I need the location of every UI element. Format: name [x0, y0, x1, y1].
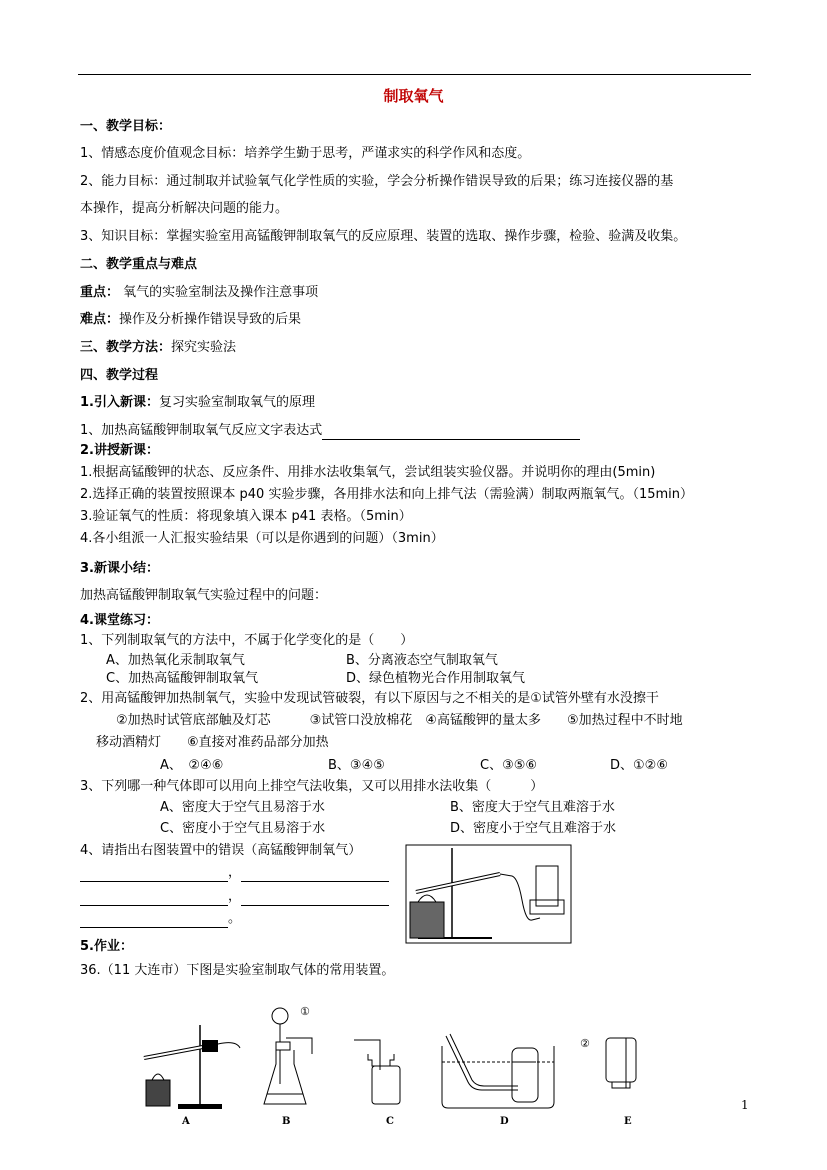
q4-blank[interactable]: [80, 891, 228, 906]
page-title: 制取氧气: [383, 87, 444, 105]
q2-option-d: D、①②⑥: [610, 758, 668, 773]
homework-text: 36.（11 大连市）下图是实验室制取气体的常用装置。: [80, 963, 395, 978]
q1-option-d: D、绿色植物光合作用制取氧气: [346, 671, 526, 686]
question-4: 4、请指出右图装置中的错误（高锰酸钾制氧气）: [80, 843, 362, 858]
question-3: 3、下列哪一种气体即可以用向上排空气法收集，又可以用排水法收集（ ）: [80, 779, 544, 794]
section-2-heading: 二、教学重点与难点: [80, 257, 198, 272]
intro-question-text: 1、加热高锰酸钾制取氧气反应文字表达式: [80, 423, 323, 438]
intro-label: 1.引入新课：: [80, 395, 159, 410]
teach-step-2: 2.选择正确的装置按照课本 p40 实验步骤，各用排水法和向上排气法（需验满）制取两瓶氧气。（15min）: [80, 487, 694, 502]
key-text: 氧气的实验室制法及操作注意事项: [119, 285, 319, 300]
method: [80, 339, 236, 357]
section-4-heading: 四、教学过程: [80, 368, 159, 383]
q4-blank[interactable]: [80, 867, 228, 882]
difficult-point: [80, 311, 301, 329]
goal-2-line1: 2、能力目标：通过制取并试验氧气化学性质的实验，学会分析操作错误导致的后果；练习连接仪器的基: [80, 174, 674, 189]
period: 。: [228, 911, 242, 926]
method-heading: 三、教学方法：: [80, 340, 172, 355]
q4-blank[interactable]: [241, 891, 389, 906]
key-point: [80, 284, 318, 302]
question-2-line2: ②加热时试管底部触及灯芯 ③试管口没放棉花 ④高锰酸钾的量太多 ⑤加热过程中不时地: [116, 713, 683, 728]
q2-option-b: B、③④⑤: [328, 758, 385, 773]
intro: [80, 394, 315, 412]
comma: ，: [228, 865, 242, 880]
q1-option-a: A、加热氧化汞制取氧气: [106, 653, 245, 668]
apparatus-e-label: E: [624, 1116, 632, 1127]
question-1: 1、下列制取氧气的方法中，不属于化学变化的是（ ）: [80, 633, 414, 648]
q1-option-c: C、加热高锰酸钾制取氧气: [106, 671, 259, 686]
apparatus-d-label: D: [500, 1116, 509, 1127]
summary-heading: 3.新课小结：: [80, 561, 159, 576]
intro-text: 复习实验室制取氧气的原理: [158, 395, 315, 410]
difficult-text: 操作及分析操作错误导致的后果: [119, 312, 302, 327]
apparatus-d: [438, 1032, 558, 1112]
comma: ，: [228, 889, 242, 904]
page-number: 1: [741, 1098, 749, 1112]
q3-option-c: C、密度小于空气且易溶于水: [160, 821, 326, 836]
section-1-heading: 一、教学目标：: [80, 119, 172, 134]
question-4-apparatus-figure: [400, 840, 580, 945]
apparatus-b: [258, 1004, 338, 1112]
homework-heading: 5.作业：: [80, 939, 133, 954]
header-rule: [78, 74, 751, 75]
difficult-label: 难点：: [80, 312, 120, 327]
teach-step-4: 4.各小组派一人汇报实验结果（可以是你遇到的问题）（3min）: [80, 531, 444, 546]
q3-option-a: A、密度大于空气且易溶于水: [160, 800, 325, 815]
apparatus-e: [596, 1030, 646, 1092]
apparatus-a: [138, 1020, 248, 1112]
teach-step-3: 3.验证氧气的性质：将现象填入课本 p41 表格。（5min）: [80, 509, 412, 524]
question-2-line1: 2、用高锰酸钾加热制氧气，实验中发现试管破裂，有以下原因与之不相关的是①试管外壁有水没擦干: [80, 691, 659, 706]
summary-text: 加热高锰酸钾制取氧气实验过程中的问题：: [80, 588, 328, 603]
goal-3: 3、知识目标：掌握实验室用高锰酸钾制取氧气的反应原理、装置的选取、操作步骤，检验、验满及收集。: [80, 229, 687, 244]
apparatus-b-label: B: [282, 1116, 291, 1127]
answer-blank[interactable]: [322, 425, 580, 440]
apparatus-a-label: A: [182, 1116, 190, 1127]
q4-blank-row-3: [80, 910, 241, 928]
apparatus-e-mark: ②: [580, 1037, 590, 1050]
q4-blank[interactable]: [80, 913, 228, 928]
teach-heading: 2.讲授新课：: [80, 443, 159, 458]
goal-2-line2: 本操作，提高分析解决问题的能力。: [80, 201, 289, 216]
exercise-heading: 4.课堂练习：: [80, 613, 159, 628]
q4-blank-row-1: [80, 864, 389, 882]
apparatus-b-mark: ①: [300, 1005, 310, 1018]
q3-option-b: B、密度大于空气且难溶于水: [450, 800, 615, 815]
teach-step-1: 1.根据高锰酸钾的状态、反应条件、用排水法收集氧气，尝试组装实验仪器。并说明你的理由(5min): [80, 465, 656, 480]
question-2-line3: 移动酒精灯 ⑥直接对准药品部分加热: [96, 735, 329, 750]
apparatus-c-label: C: [386, 1116, 394, 1127]
q4-blank[interactable]: [241, 867, 389, 882]
intro-question: [80, 422, 580, 440]
goal-1: 1、情感态度价值观念目标：培养学生勤于思考，严谨求实的科学作风和态度。: [80, 146, 531, 161]
q3-option-d: D、密度小于空气且难溶于水: [450, 821, 617, 836]
apparatus-c: [350, 1030, 410, 1110]
method-text: 探究实验法: [171, 340, 237, 355]
q2-option-c: C、③⑤⑥: [480, 758, 538, 773]
q1-option-b: B、分离液态空气制取氧气: [346, 653, 498, 668]
q4-blank-row-2: [80, 888, 389, 906]
q2-option-a: A、 ②④⑥: [160, 758, 224, 773]
key-label: 重点：: [80, 285, 120, 300]
